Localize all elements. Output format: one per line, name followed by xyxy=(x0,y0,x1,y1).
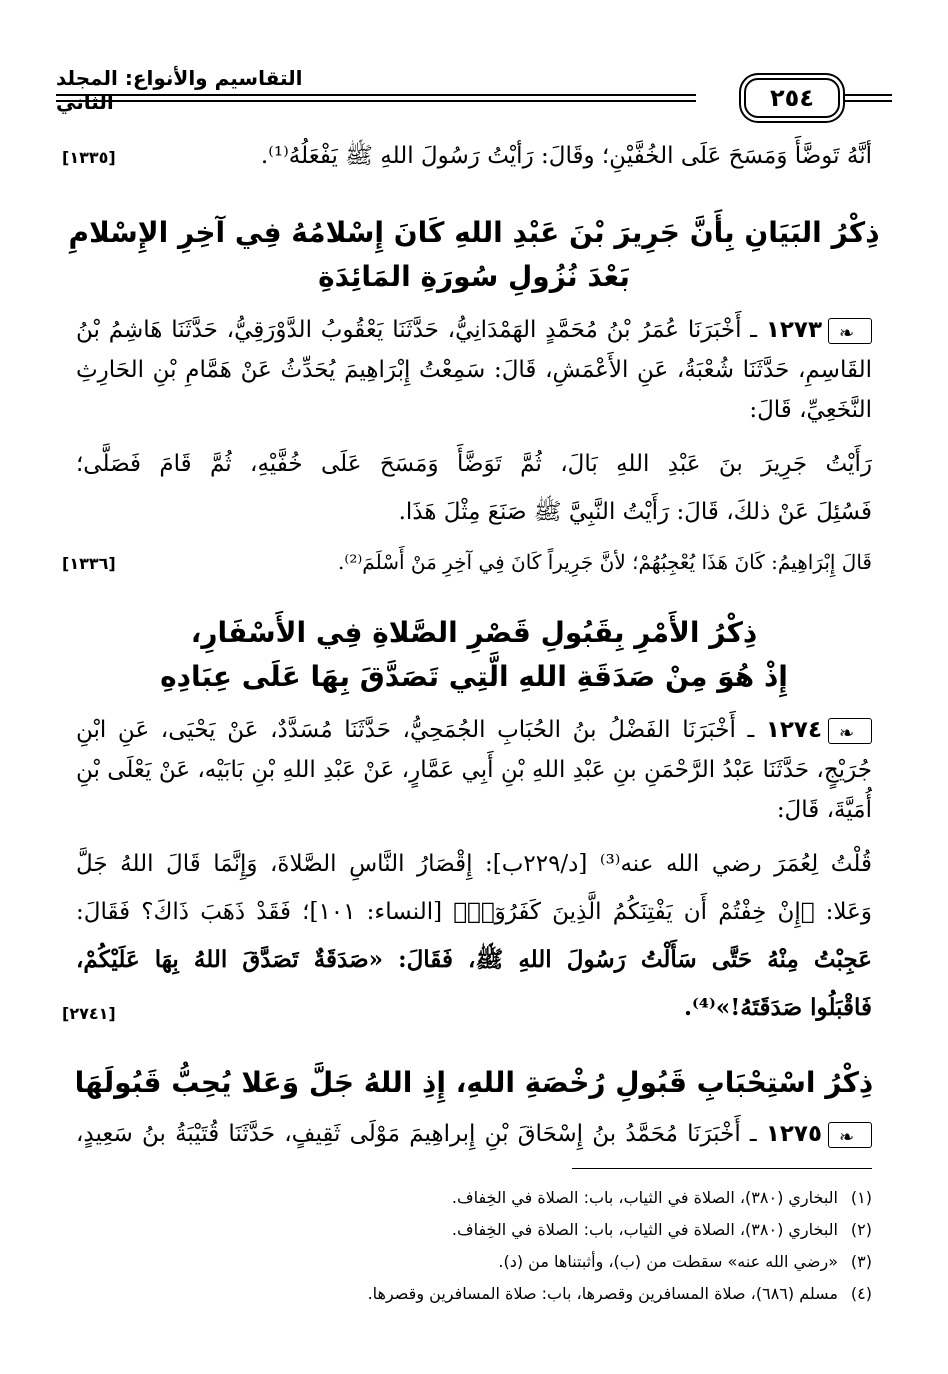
footnote-number: (٣) xyxy=(850,1252,872,1271)
hadith-paragraph xyxy=(76,312,872,348)
text-line: أُمَيَّةَ، قَالَ: xyxy=(776,797,872,823)
text-line: وَعَلا: ﴿إِنْ خِفْتُمْ أَن يَفْتِنَكُمُ الَّذِينَ كَفَرُوٓا۟﴾ [النساء: ١٠١]؛ فَقَدْ ذَهَبَ ذَاكَ؟ فَقَالَ: xyxy=(76,899,872,925)
text-line: فَسُئِلَ عَنْ ذلكَ، قَالَ: رَأَيْتُ النَّبِيَّ ﷺ صَنَعَ مِثْلَ هَذَا. xyxy=(398,499,872,525)
footnote-text: البخاري (٣٨٠)، الصلاة في الثياب، باب: الصلاة في الخِفاف. xyxy=(451,1188,838,1207)
reference-number: [٢٧٤١] xyxy=(62,1004,116,1023)
section-heading: ذِكْرُ اسْتِحْبَابِ قَبُولِ رُخْصَةِ اللهِ، إِذِ اللهُ جَلَّ وَعَلا يُحِبُّ قَبُولَهَا xyxy=(74,1066,874,1099)
page-header xyxy=(56,66,892,126)
section-heading: ذِكْرُ البَيَانِ بِأَنَّ جَرِيرَ بْنَ عَبْدِ اللهِ كَانَ إِسْلامُهُ فِي آخِرِ الإِسْلامِ xyxy=(68,216,880,249)
reference-number: [١٣٣٥] xyxy=(62,148,116,167)
hadith-marker-icon xyxy=(828,1122,872,1148)
header-rule xyxy=(838,100,892,102)
text-line: ـ أَخْبَرَنَا مُحَمَّدُ بنُ إِسْحَاقَ بْنِ إِبراهِيمَ مَوْلَى ثَقِيفٍ، حَدَّثَنَا قُتَيْبَةُ بنُ سَعِيدٍ، xyxy=(76,1121,757,1147)
page-number: ٢٥٤ xyxy=(744,78,840,118)
hadith-number: ١٢٧٤ xyxy=(765,717,823,743)
section-heading: بَعْدَ نُزُولِ سُورَةِ المَائِدَةِ xyxy=(318,260,630,293)
footnote-separator xyxy=(572,1168,872,1169)
text-line: جُرَيْجٍ، حَدَّثَنَا عَبْدُ الرَّحْمَنِ بنِ عَبْدِ اللهِ بْنِ أَبِي عَمَّارٍ، عَنْ عَبْدِ اللهِ بْنِ بَابَيْه، عَنْ يَعْلَى بْنِ xyxy=(76,757,872,783)
hadith-number: ١٢٧٣ xyxy=(765,317,822,343)
hadith-paragraph xyxy=(76,712,872,748)
footnote-text: «رضي الله عنه» سقطت من (ب)، وأثبتناها من (د). xyxy=(498,1252,838,1271)
footnote xyxy=(200,1220,872,1239)
hadith-marker-icon xyxy=(828,318,872,344)
text-line: القَاسِمِ، حَدَّثَنَا شُعْبَةُ، عَنِ الأَعْمَشِ، قَالَ: سَمِعْتُ إِبْرَاهِيمَ يُحَدِّثُ عَنْ هَمَّامِ بْنِ الحَارِثِ xyxy=(76,357,872,383)
hadith-number: ١٢٧٥ xyxy=(765,1121,822,1147)
text-line: فَاقْبَلُوا صَدَقَتَهُ!»⁽⁴⁾. xyxy=(684,994,872,1021)
footnote-number: (١) xyxy=(850,1188,872,1207)
footnote xyxy=(200,1284,872,1303)
footnote-text: البخاري (٣٨٠)، الصلاة في الثياب، باب: الصلاة في الخِفاف. xyxy=(451,1220,838,1239)
header-rule xyxy=(838,94,892,96)
footnote xyxy=(200,1252,872,1271)
footnote-number: (٤) xyxy=(850,1284,872,1303)
text-line: ـ أَخْبَرَنَا الفَضْلُ بنُ الحُبَابِ الجُمَحِيُّ، حَدَّثَنَا مُسَدَّدٌ، عَنْ يَحْيَى، عَنِ ابْنِ xyxy=(76,717,755,743)
hadith-marker-icon xyxy=(828,718,872,744)
running-title: التقاسيم والأنواع: المجلد الثاني xyxy=(56,66,303,114)
text-line: قَالَ إِبْرَاهِيمُ: كَانَ هَذَا يُعْجِبُهُمْ؛ لأنَّ جَرِيراً كَانَ فِي آخِرِ مَنْ أَسْلَمَ⁽²⁾. xyxy=(338,550,872,574)
footnote-number: (٢) xyxy=(850,1220,872,1239)
text-line: عَجِبْتُ مِنْهُ حَتَّى سَأَلْتُ رَسُولَ اللهِ ﷺ، فَقَالَ: «صَدَقَةٌ تَصَدَّقَ اللهُ بِهَا عَلَيْكُمْ، xyxy=(76,946,872,973)
footnote-text: مسلم (٦٨٦)، صلاة المسافرين وقصرها، باب: صلاة المسافرين وقصرها. xyxy=(367,1284,838,1303)
footnote xyxy=(200,1188,872,1207)
text-line: قُلْتُ لِعُمَرَ رضي الله عنه⁽³⁾ [د/٢٢٩ب]: إِقْصَارُ النَّاسِ الصَّلاةَ، وَإِنَّمَا قَالَ اللهُ جَلَّ xyxy=(76,851,872,877)
reference-number: [١٣٣٦] xyxy=(62,554,116,573)
hadith-paragraph xyxy=(76,1116,872,1152)
section-heading: ذِكْرُ الأَمْرِ بِقَبُولِ قَصْرِ الصَّلاةِ فِي الأَسْفَارِ، xyxy=(190,616,758,649)
section-heading: إِذْ هُوَ مِنْ صَدَقَةِ اللهِ الَّتِي تَصَدَّقَ بِهَا عَلَى عِبَادِهِ xyxy=(160,660,788,693)
text-line: النَّخَعِيِّ، قَالَ: xyxy=(749,397,872,423)
text-line: رَأَيْتُ جَرِيرَ بنَ عَبْدِ اللهِ بَالَ، ثُمَّ تَوَضَّأَ وَمَسَحَ عَلَى خُفَّيْهِ، ثُمَّ قَامَ فَصَلَّى؛ xyxy=(76,451,872,477)
text-line: ـ أَخْبَرَنَا عُمَرُ بْنُ مُحَمَّدٍ الهَمْدَانِيُّ، حَدَّثَنَا يَعْقُوبُ الدَّوْرَقِيُّ، حَدَّثَنَا هَاشِمُ بْنُ xyxy=(76,317,758,343)
text-line: أنَّهُ تَوضَّأَ وَمَسَحَ عَلَى الخُفَّيْنِ؛ وقَالَ: رَأيْتُ رَسُولَ اللهِ ﷺ يَفْعَلُهُ⁽¹⁾. xyxy=(260,143,872,169)
